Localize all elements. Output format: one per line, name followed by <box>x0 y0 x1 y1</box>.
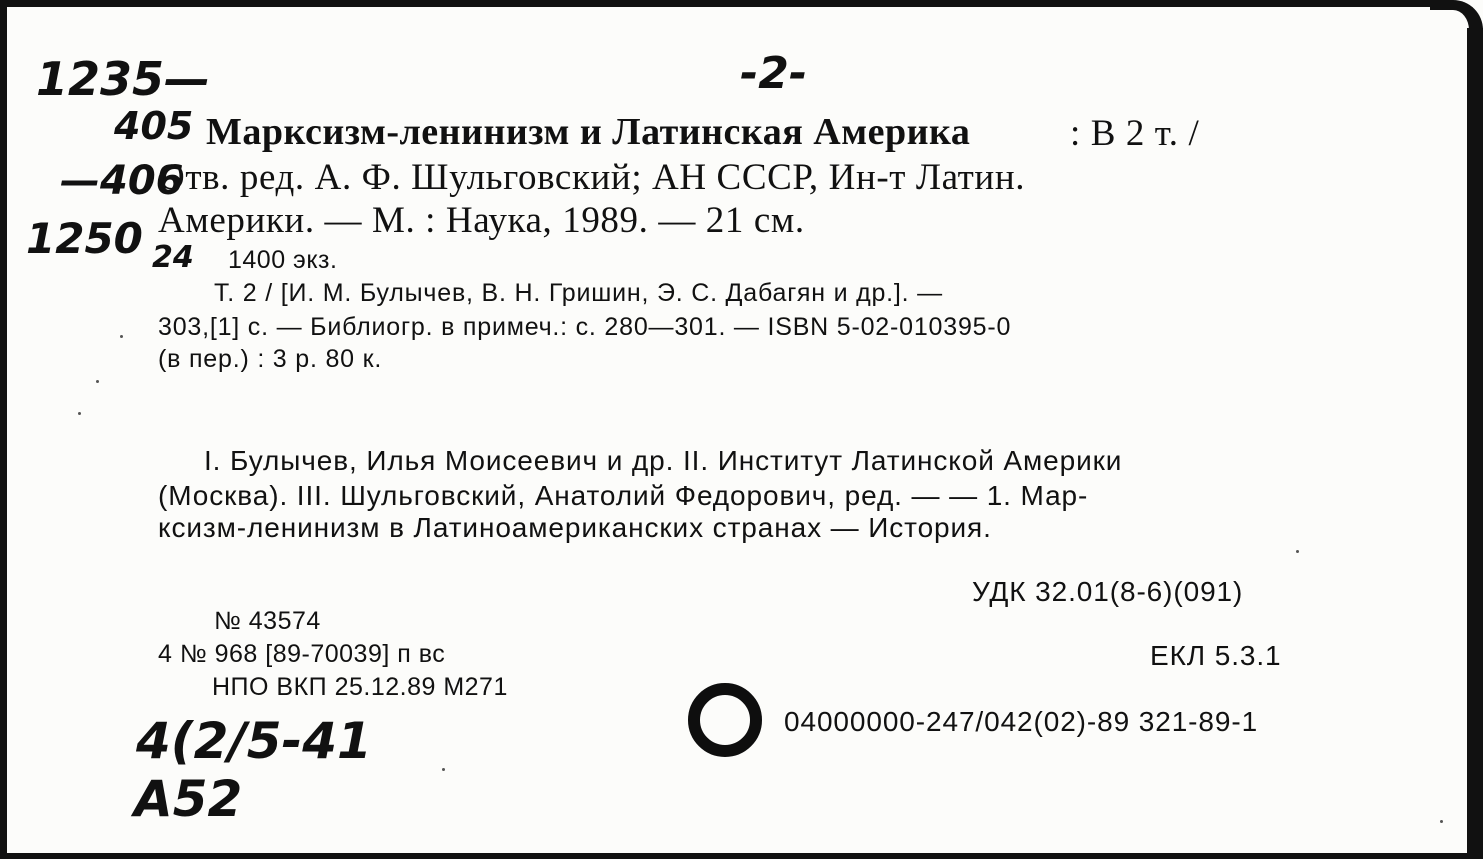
subject-line-1: I. Булычев, Илья Моисеевич и др. II. Институт Латинской Америки <box>204 445 1123 476</box>
subject-line-3: ксизм-ленинизм в Латиноамериканских странах — История. <box>158 512 992 543</box>
handwritten-call-number-2: 405 <box>114 104 194 148</box>
scan-speck <box>442 768 445 771</box>
record-title: Марксизм-ленинизм и Латинская Америка <box>206 111 971 153</box>
handwritten-call-number-4: 1250 <box>26 214 143 263</box>
page-marker: -2- <box>740 48 808 99</box>
handwritten-call-number-4-sub: 24 <box>152 240 194 275</box>
record-title-rest: : В 2 т. / <box>1070 113 1200 154</box>
subject-line-2: (Москва). III. Шульговский, Анатолий Федорович, ред. — — 1. Мар- <box>158 480 1089 511</box>
handwritten-call-number-1: 1235— <box>36 52 211 106</box>
udk-code: УДК 32.01(8-6)(091) <box>972 576 1244 607</box>
handwritten-shelf-mark-2: А52 <box>134 770 243 828</box>
print-number: № 43574 <box>214 607 321 635</box>
ekl-code: ЕКЛ 5.3.1 <box>1150 640 1282 671</box>
volume-line-2: 303,[1] с. — Библиогр. в примеч.: с. 280—301. — ISBN 5-02-010395-0 <box>158 313 1012 341</box>
record-publication: Америки. — М. : Наука, 1989. — 21 см. <box>158 200 805 241</box>
scan-speck <box>1296 550 1299 553</box>
record-copies: 1400 экз. <box>228 246 338 274</box>
scan-speck <box>78 412 81 415</box>
handwritten-shelf-mark-1: 4(2/5-41 <box>136 712 372 770</box>
card-border-bottom <box>0 853 1483 859</box>
card-border-top <box>0 0 1440 7</box>
print-info-line-2: 4 № 968 [89-70039] п вс <box>158 640 446 668</box>
record-responsibility: Отв. ред. А. Ф. Шульговский; АН СССР, Ин-т Латин. <box>158 157 1026 198</box>
scan-speck <box>120 335 123 338</box>
volume-line-3: (в пер.) : 3 р. 80 к. <box>158 345 383 373</box>
card-border-right <box>1467 28 1483 859</box>
scan-speck <box>96 380 99 383</box>
scan-speck <box>1440 820 1443 823</box>
price-code: 04000000-247/042(02)-89 321-89-1 <box>784 706 1259 737</box>
circle-mark-icon <box>688 683 762 757</box>
card-border-corner <box>1430 0 1483 40</box>
card-border-left <box>0 0 7 859</box>
print-info-line-3: НПО ВКП 25.12.89 М271 <box>212 673 508 701</box>
handwritten-call-number-3: —406 <box>60 158 184 204</box>
volume-line-1: Т. 2 / [И. М. Булычев, В. Н. Гришин, Э. С. Дабагян и др.]. — <box>214 279 943 307</box>
